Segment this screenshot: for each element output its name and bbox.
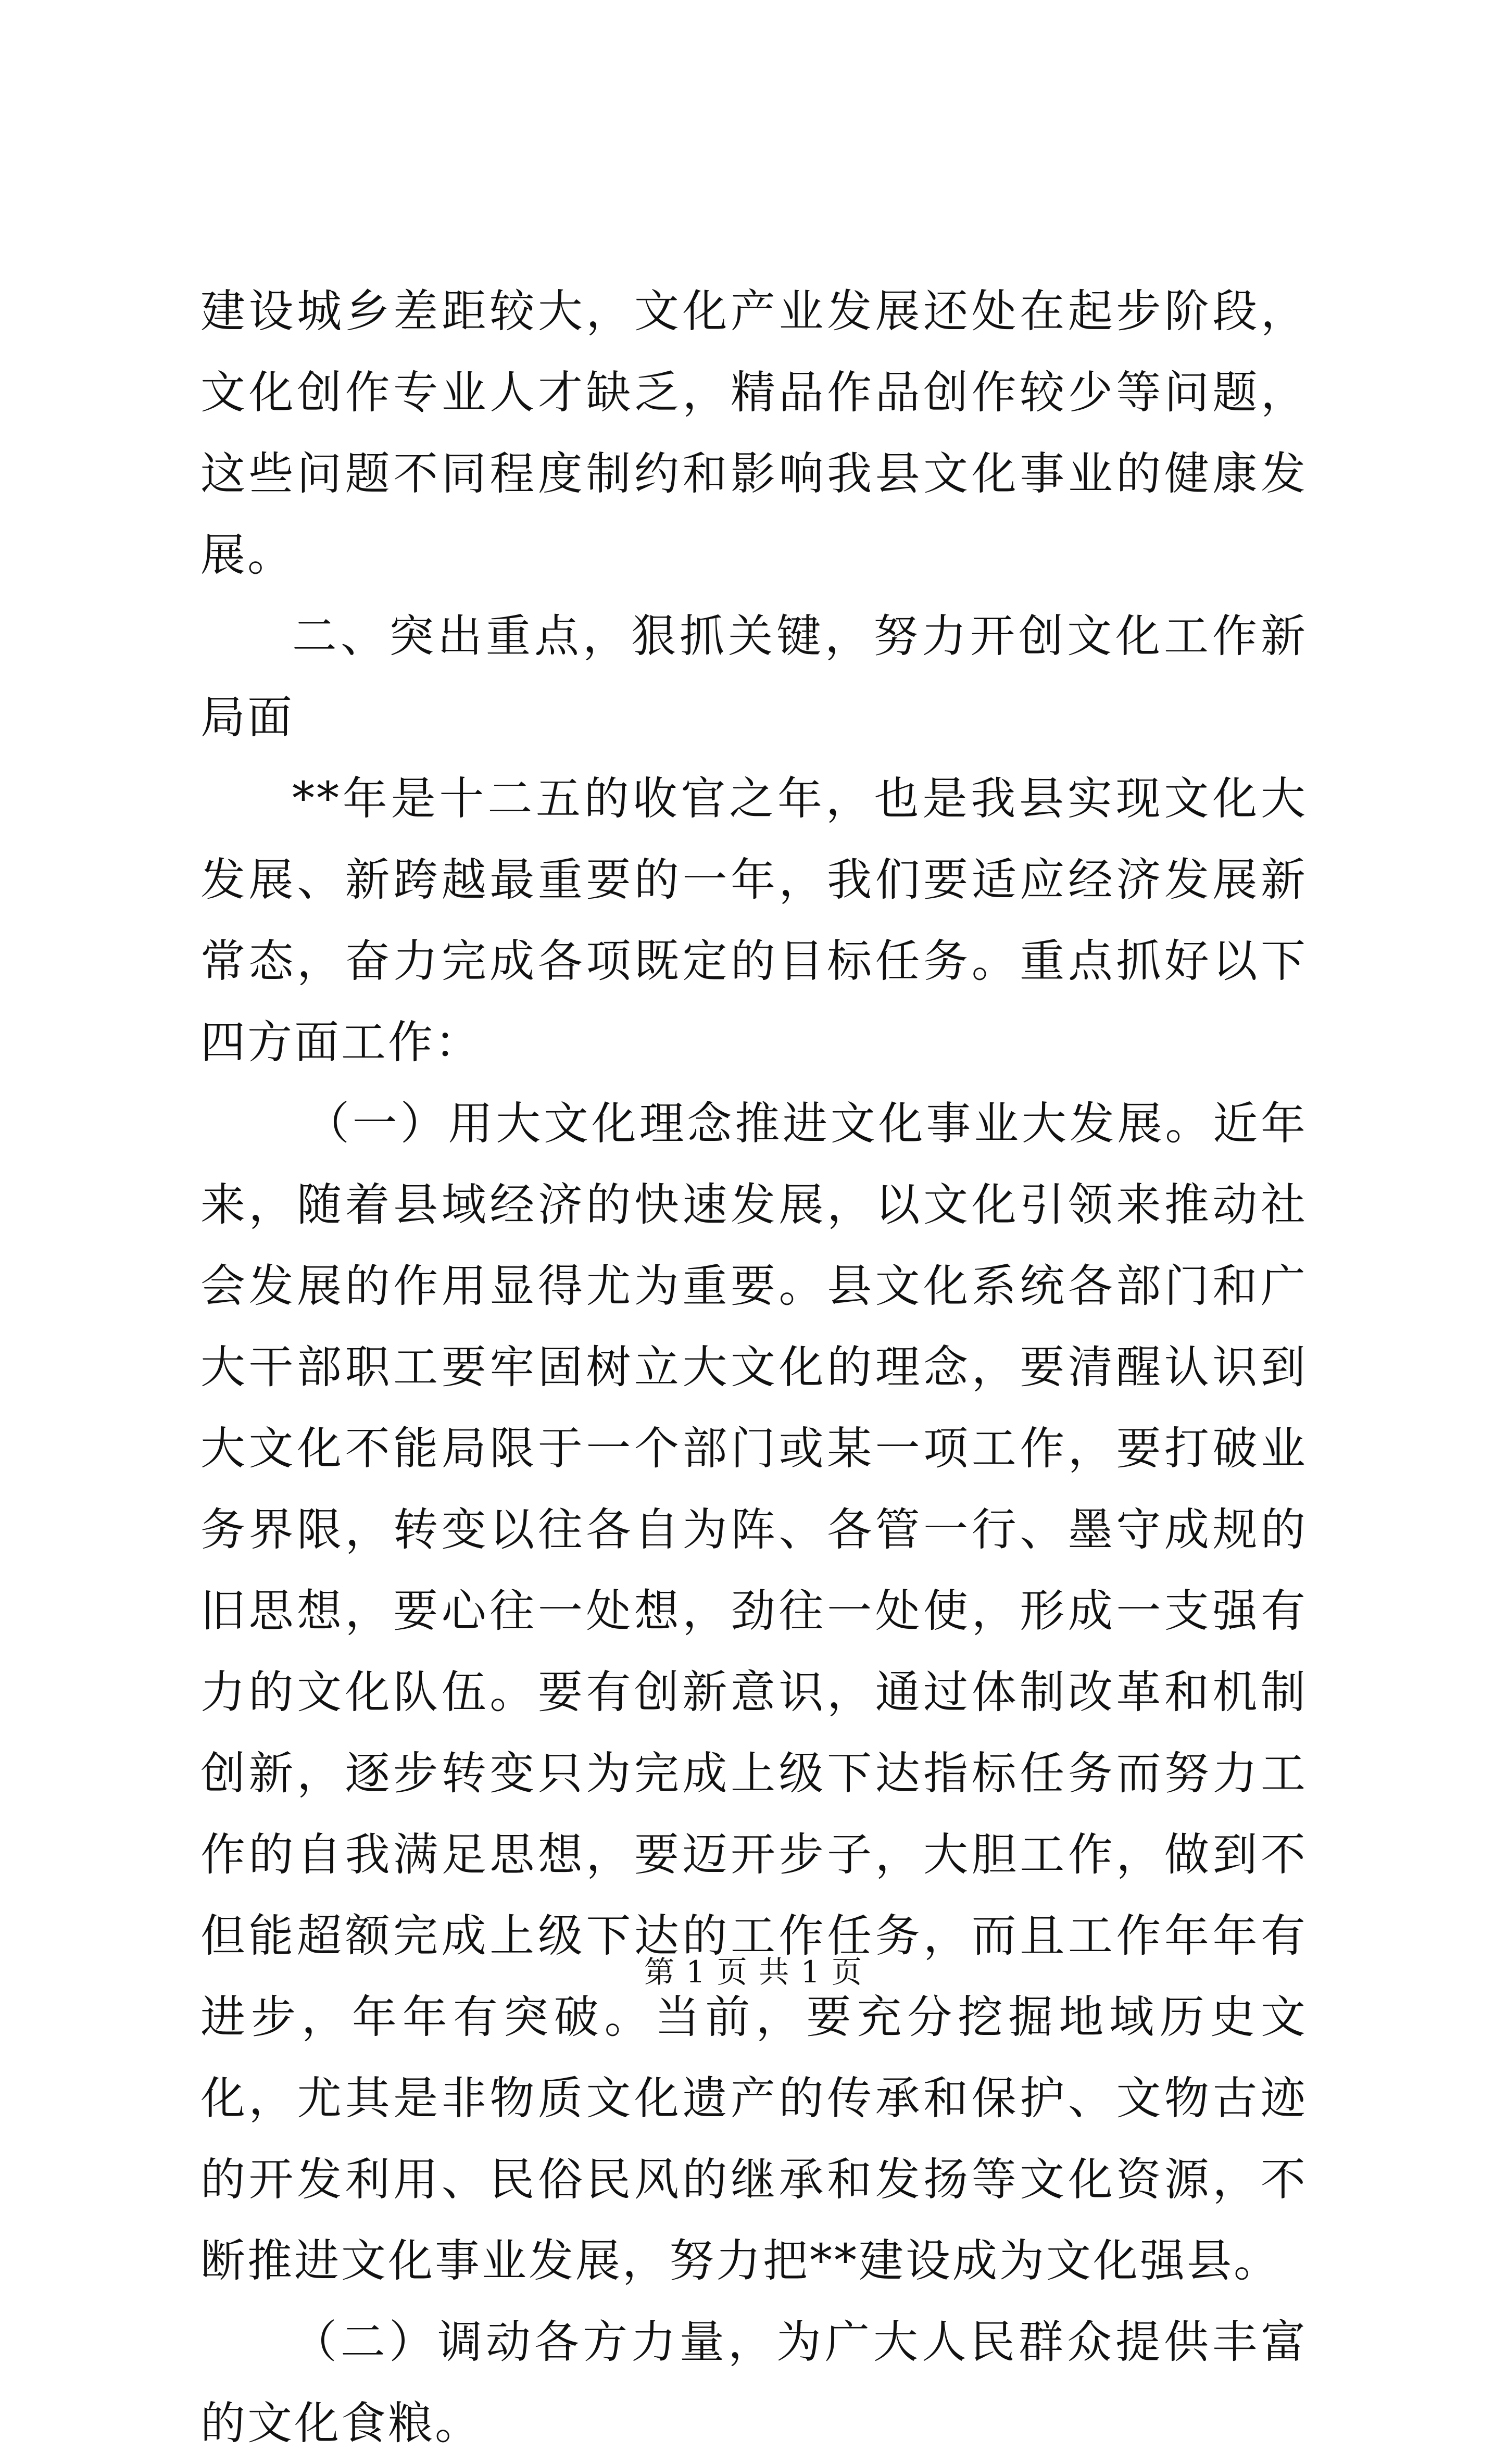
paragraph-item-2: （二）调动各方力量，为广大人民群众提供丰富的文化食粮。 bbox=[200, 2316, 1308, 2449]
section-heading: 二、突出重点，狠抓关键，努力开创文化工作新局面 bbox=[200, 610, 1308, 744]
paragraph-item-1: （一）用大文化理念推进文化事业大发展。近年来，随着县域经济的快速发展，以文化引领来推动社会发展的作用显得尤为重要。县文化系统各部门和广大干部职工要牢固树立大文化的理念，要清醒认识到大文化不能局限于一个部门或某一项工作，要打破业务界限，转变以往各自为阵、各管一行、墨守成规的旧思想，要心往一处想，劲往一处使，形成一支强有力的文化队伍。要有创新意识，通过体制改革和机制创新，逐步转变只为完成上级下达指标任务而努力工作的自我满足思想，要迈开步子，大胆工作，做到不但能超额完成上级下达的工作任务，而且工作年年有进步，年年有突破。当前，要充分挖掘地域历史文化，尤其是非物质文化遗产的传承和保护、文物古迹的开发利用、民俗民风的继承和发扬等文化资源，不断推进文化事业发展，努力把**建设成为文化强县。 bbox=[200, 1098, 1308, 2287]
page-footer: 第 1 页 共 1 页 bbox=[644, 1954, 863, 1990]
paragraph-continuation: 建设城乡差距较大，文化产业发展还处在起步阶段，文化创作专业人才缺乏，精品作品创作较少等问题，这些问题不同程度制约和影响我县文化事业的健康发展。 bbox=[200, 285, 1308, 581]
paragraph-intro: **年是十二五的收官之年，也是我县实现文化大发展、新跨越最重要的一年，我们要适应经济发展新常态，奋力完成各项既定的目标任务。重点抓好以下四方面工作： bbox=[200, 773, 1308, 1068]
document-body bbox=[200, 271, 1308, 2464]
